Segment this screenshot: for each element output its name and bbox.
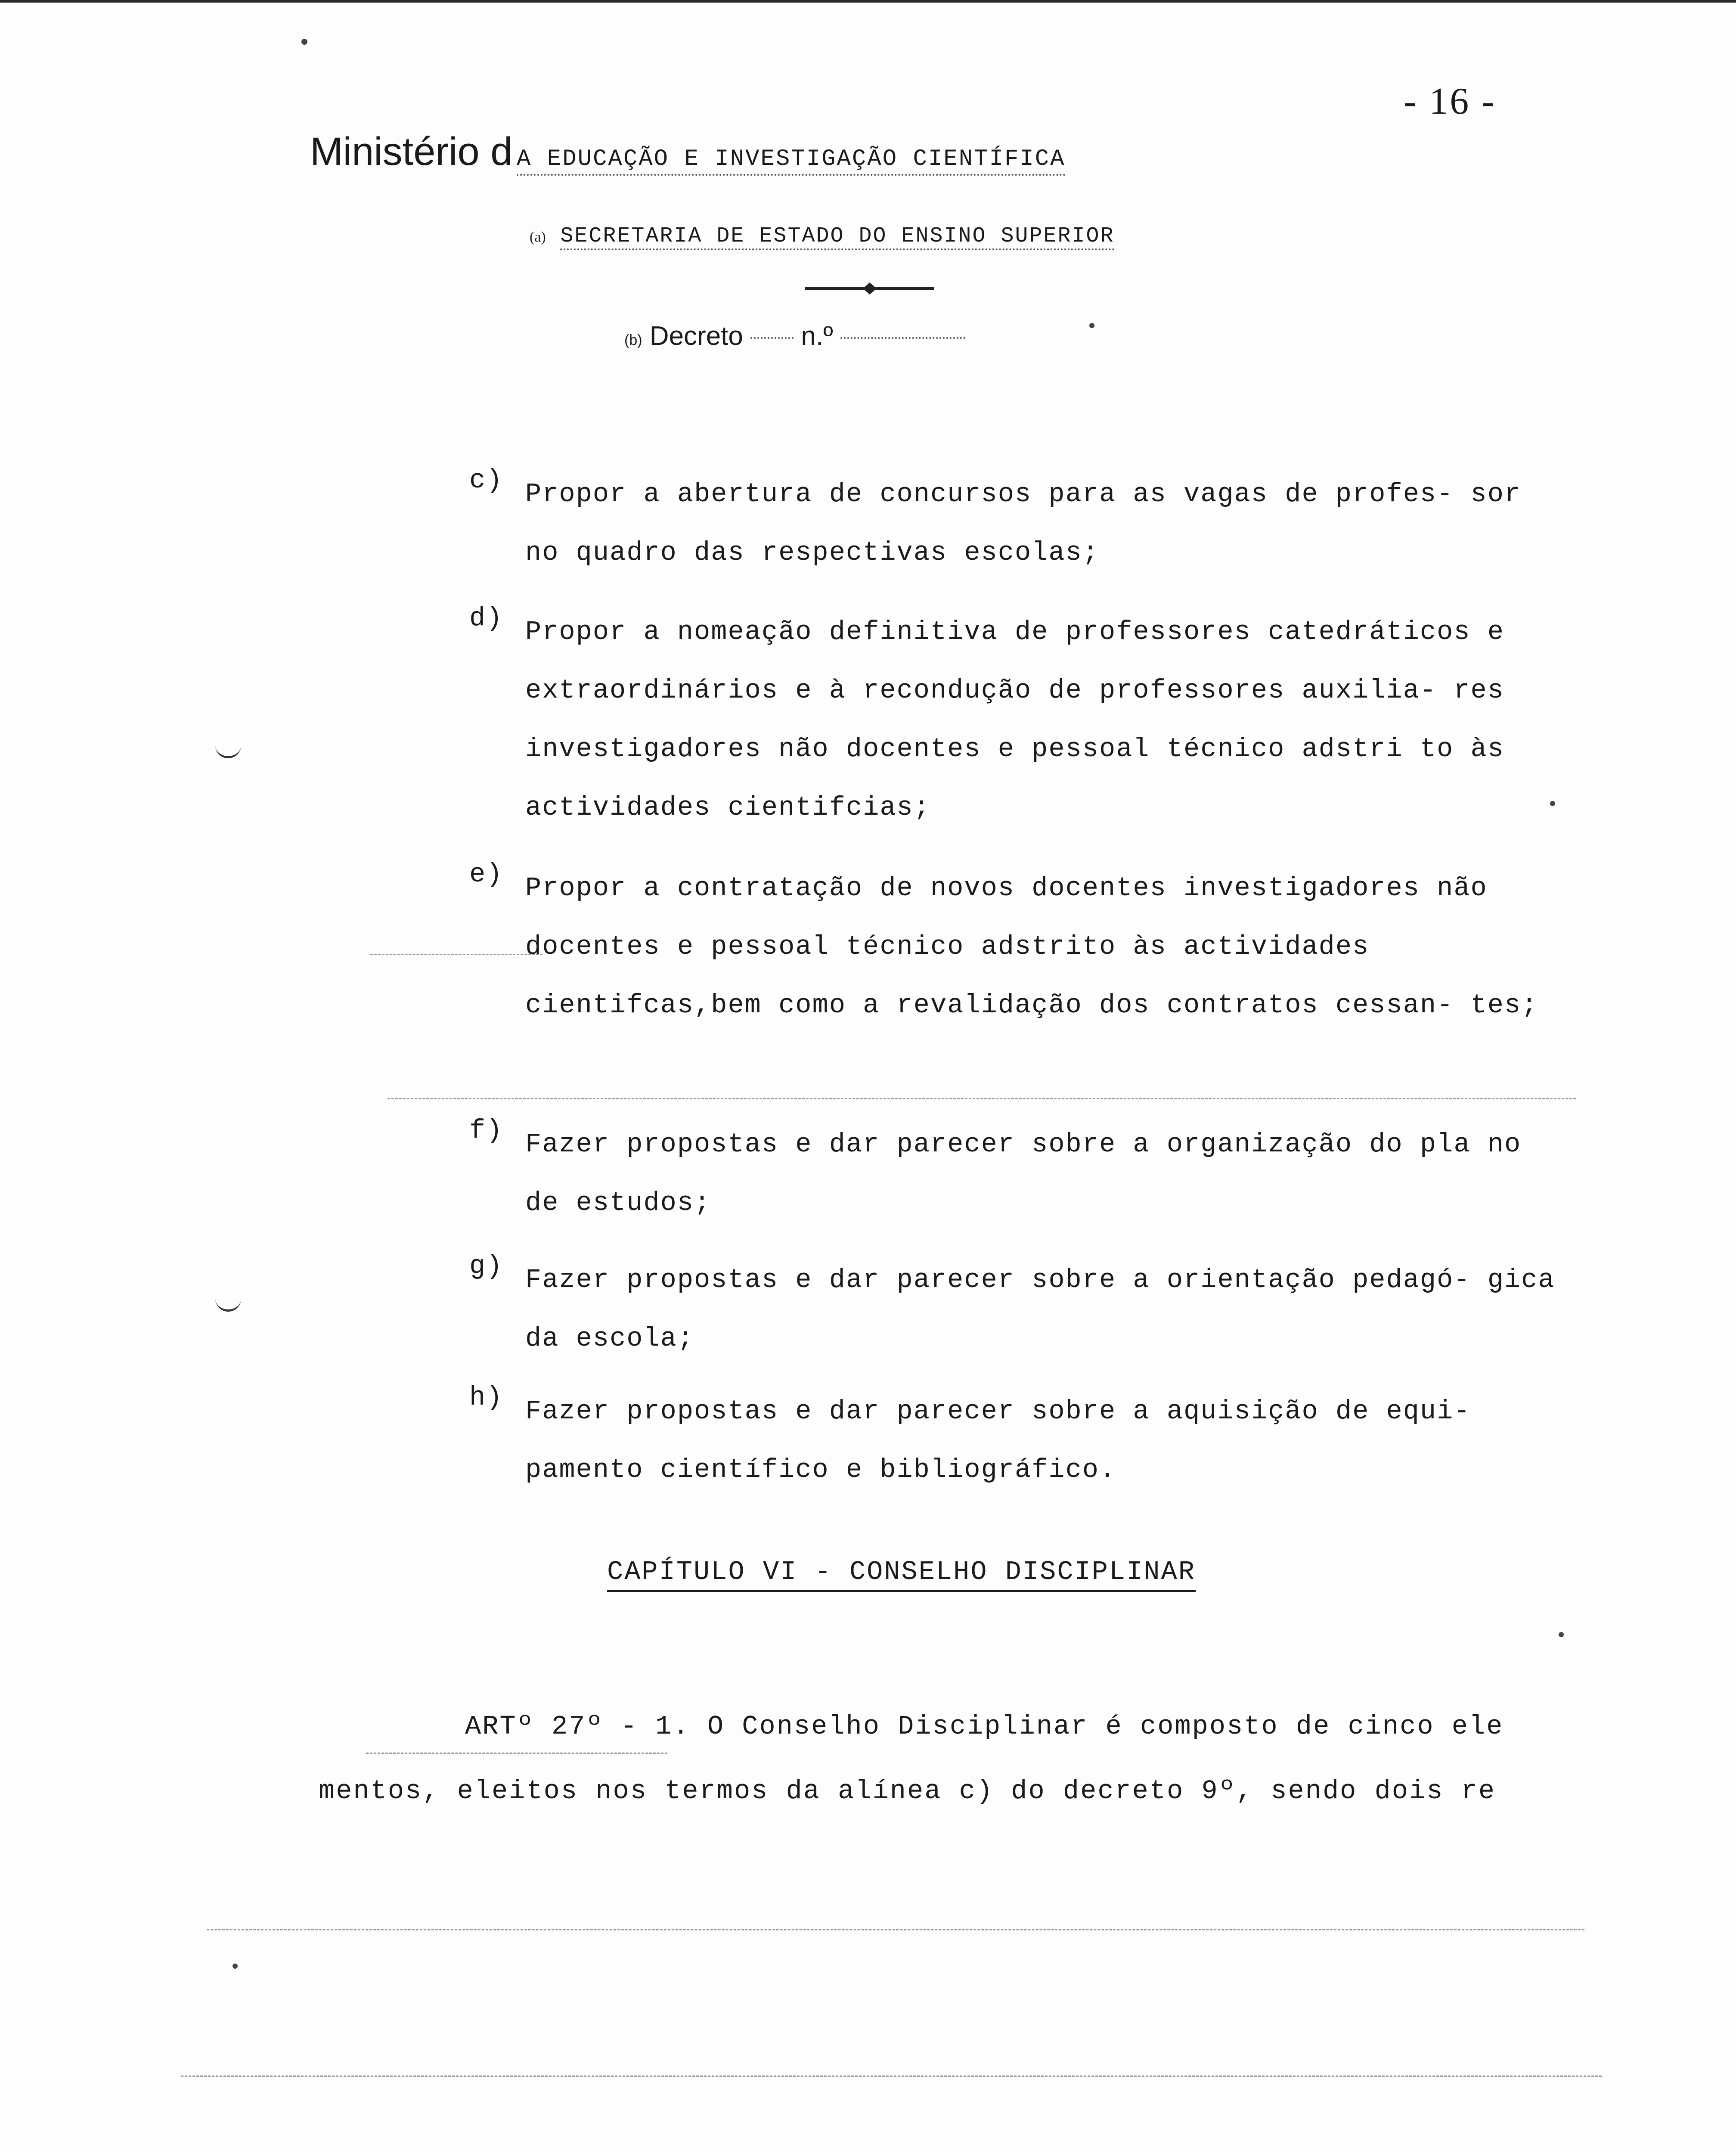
decreto-line: [624, 321, 965, 351]
decreto-mark: (b): [624, 332, 642, 348]
item-text: Fazer propostas e dar parecer sobre a organização do pla no de estudos;: [525, 1129, 1522, 1218]
item-text: Propor a nomeação definitiva de professores catedráticos e extraordinários e à recondução de professores auxilia- res investigadores não docentes e pessoal técnico adstri to às actividades cientifcias;: [525, 617, 1504, 823]
page-number: - 16 -: [1404, 81, 1496, 122]
scan-dash-line: [366, 1753, 667, 1754]
item-text: Propor a abertura de concursos para as vagas de profes- sor no quadro das respectivas escolas;: [525, 479, 1522, 568]
scan-speck: [1559, 1632, 1564, 1637]
scan-scratch-mark: [215, 1298, 241, 1312]
secretaria-mark: (a): [530, 229, 546, 245]
ministry-typed-text: A EDUCAÇÃO E INVESTIGAÇÃO CIENTÍFICA: [517, 146, 1066, 176]
decreto-number-blank: [840, 337, 965, 339]
scan-dash-line: [370, 954, 542, 955]
scan-dash-line: [388, 1098, 1576, 1099]
item-letter: h): [469, 1382, 503, 1413]
item-letter: e): [469, 859, 503, 890]
item-text: Fazer propostas e dar parecer sobre a aquisição de equi- pamento científico e bibliográfico.: [525, 1396, 1471, 1485]
item-text: Propor a contratação de novos docentes investigadores não docentes e pessoal técnico adstrito às actividades cientifcas,bem como a revalidação dos contratos cessan- tes;: [525, 873, 1538, 1021]
item-letter: d): [469, 603, 503, 633]
top-edge-rule: [0, 0, 1736, 3]
scan-dash-line: [207, 1929, 1584, 1930]
secretaria-typed-text: SECRETARIA DE ESTADO DO ENSINO SUPERIOR: [560, 224, 1114, 250]
scan-speck: [1089, 323, 1094, 328]
decreto-label: Decreto: [649, 321, 743, 351]
scan-dash-line: [181, 2075, 1602, 2077]
decreto-blank: [750, 337, 794, 339]
scan-speck: [1550, 801, 1555, 806]
decreto-number-label: n.º: [801, 321, 833, 351]
ministry-heading: [310, 129, 1066, 174]
item-text: Fazer propostas e dar parecer sobre a orientação pedagó- gica da escola;: [525, 1265, 1555, 1354]
scan-speck: [232, 1964, 238, 1969]
item-letter: g): [469, 1251, 503, 1281]
ornament-divider-icon: [805, 280, 934, 297]
scan-scratch-mark: [215, 745, 241, 758]
chapter-title: CAPÍTULO VI - CONSELHO DISCIPLINAR: [607, 1557, 1196, 1592]
scan-speck: [301, 39, 307, 45]
article-paragraph: ARTº 27º - 1. O Conselho Disciplinar é composto de cinco ele mentos, eleitos nos termos da alínea c) do decreto 9º, sendo dois re: [319, 1711, 1504, 1806]
item-letter: f): [469, 1115, 503, 1146]
item-letter: c): [469, 465, 503, 496]
secretaria-line: [530, 224, 1115, 248]
ministry-printed-text: Ministério d: [310, 130, 513, 174]
